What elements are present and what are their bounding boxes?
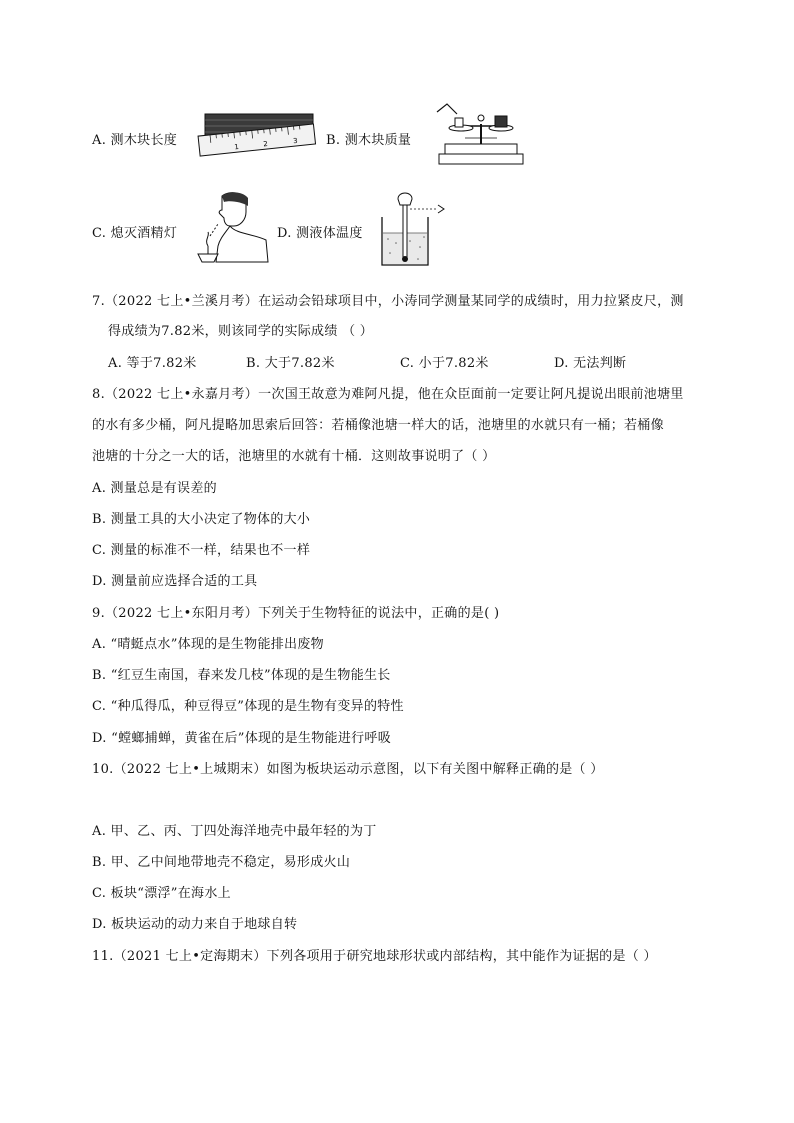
beaker-thermometer-illustration <box>380 189 446 269</box>
q9-option-c: C. “种瓜得瓜，种豆得豆”体现的是生物有变异的特性 <box>92 699 404 714</box>
q10-option-b: B. 甲、乙中间地带地壳不稳定，易形成火山 <box>92 855 351 870</box>
ruler-tick-1: 1 <box>234 142 240 152</box>
q8-option-b: B. 测量工具的大小决定了物体的大小 <box>92 512 311 527</box>
q6-option-a: A. 测木块长度 <box>92 133 178 148</box>
q8-option-d: D. 测量前应选择合适的工具 <box>92 574 258 589</box>
q8-stem-line3: 池塘的十分之一大的话，池塘里的水就有十桶．这则故事说明了（ ） <box>92 449 496 464</box>
thermometer <box>403 197 407 257</box>
blowing-alcohol-lamp-illustration <box>196 190 270 266</box>
q10-option-d: D. 板块运动的动力来自于地球自转 <box>92 917 298 932</box>
balance-scale-illustration <box>435 102 527 168</box>
q9-stem-line1: 9.（2022 七上•东阳月考）下列关于生物特征的说法中，正确的是( ) <box>92 606 500 621</box>
q8-option-c: C. 测量的标准不一样，结果也不一样 <box>92 543 311 558</box>
q11-stem-line1: 11.（2021 七上•定海期末）下列各项用于研究地球形状或内部结构，其中能作为证据的是（ ） <box>92 949 657 964</box>
q10-option-c: C. 板块“漂浮”在海水上 <box>92 886 231 901</box>
q10-stem-line1: 10.（2022 七上•上城期末）如图为板块运动示意图，以下有关图中解释正确的是（ ） <box>92 762 604 777</box>
q6-option-b: B. 测木块质量 <box>326 133 412 148</box>
q7-option-c: C. 小于7.82米 <box>400 356 489 371</box>
q9-option-a: A. “晴蜓点水”体现的是生物能排出废物 <box>92 637 324 652</box>
ruler-wood-illustration <box>197 112 319 160</box>
q8-option-a: A. 测量总是有误差的 <box>92 481 217 496</box>
q8-stem-line1: 8.（2022 七上•永嘉月考）一次国王故意为难阿凡提，他在众臣面前一定要让阿凡提说出眼前池塘里 <box>92 387 684 402</box>
ruler-tick-3: 3 <box>292 136 298 146</box>
q7-stem-line1: 7.（2022 七上•兰溪月考）在运动会铅球项目中，小涛同学测量某同学的成绩时，用力拉紧皮尺，测 <box>92 294 684 309</box>
q7-stem-line2: 得成绩为7.82米，则该同学的实际成绩 （ ） <box>108 324 374 339</box>
q8-stem-line2: 的水有多少桶，阿凡提略加思索后回答：若桶像池塘一样大的话，池塘里的水就只有一桶；若桶像 <box>92 418 664 433</box>
ruler-tick-2: 2 <box>262 139 269 149</box>
q9-option-b: B. “红豆生南国，春来发几枝”体现的是生物能生长 <box>92 668 391 683</box>
q10-option-a: A. 甲、乙、丙、丁四处海洋地壳中最年轻的为丁 <box>92 824 377 839</box>
q6-option-d: D. 测液体温度 <box>277 226 363 241</box>
weight-cube <box>495 116 507 127</box>
q7-option-d: D. 无法判断 <box>554 356 627 371</box>
q6-option-c: C. 熄灭酒精灯 <box>92 226 178 241</box>
q9-option-d: D. “螳螂捕蝉，黄雀在后”体现的是生物能进行呼吸 <box>92 731 392 746</box>
q7-option-a: A. 等于7.82米 <box>108 356 197 371</box>
q7-option-b: B. 大于7.82米 <box>246 356 335 371</box>
